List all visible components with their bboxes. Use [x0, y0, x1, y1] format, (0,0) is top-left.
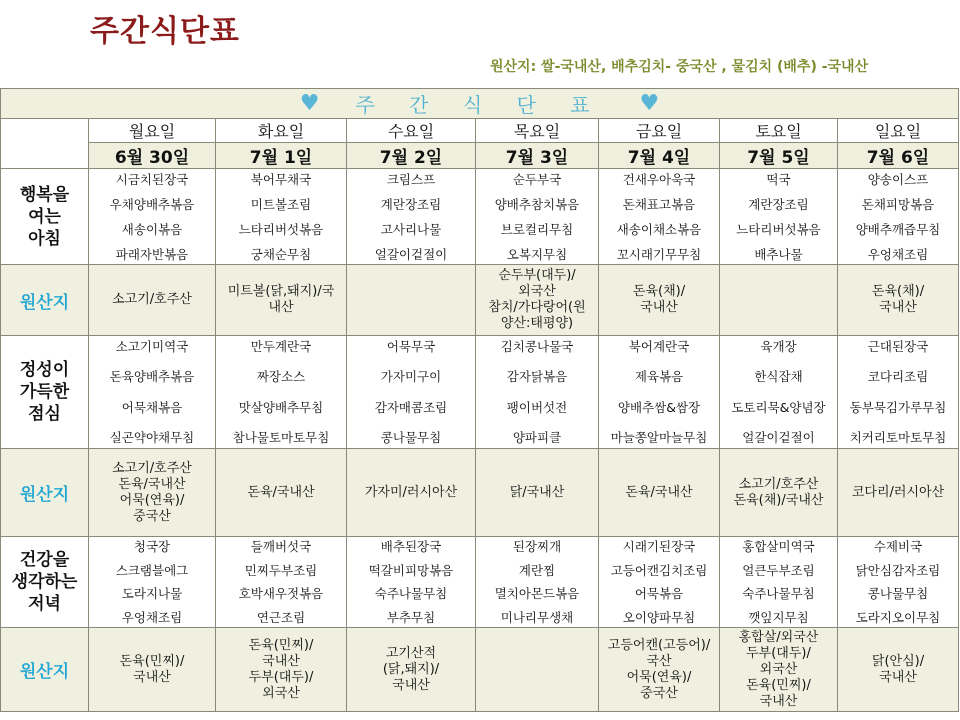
menu-item: 동부묵김가루무침	[849, 399, 947, 415]
menu-item: 우엉채조림	[121, 609, 183, 625]
menu-item: 연근조림	[256, 609, 306, 625]
origin-item: 어묵(연육)/	[626, 669, 692, 685]
origin-item: 돈육/국내산	[625, 484, 693, 500]
menu-list	[720, 539, 837, 625]
date-header: 6월 30일	[89, 143, 216, 169]
menu-cell	[216, 336, 347, 449]
origin-item: 돈육(민찌)/	[248, 637, 314, 653]
origin-item: 국내산	[879, 300, 917, 315]
menu-cell	[347, 336, 476, 449]
origin-note: 원산지: 쌀-국내산, 배추김치- 중국산 , 물김치 (배추) -국내산	[490, 59, 869, 75]
origin-cell	[476, 628, 599, 712]
lunch-label	[1, 336, 89, 449]
menu-item: 멸치아몬드볶음	[494, 586, 580, 602]
menu-list	[216, 339, 346, 445]
origin-list	[216, 284, 346, 316]
menu-cell	[476, 537, 599, 628]
menu-item: 새송이볶음	[121, 221, 183, 237]
menu-cell	[838, 169, 959, 265]
menu-item: 궁채순무침	[250, 246, 312, 262]
menu-cell	[720, 336, 838, 449]
origin-cell	[89, 265, 216, 336]
menu-item: 파래자반볶음	[115, 246, 189, 262]
origin-item: 홍합살/외국산	[738, 629, 819, 645]
dinner-label-line: 저녁	[28, 594, 61, 614]
menu-item: 꼬시래기무무침	[616, 246, 702, 262]
menu-item: 어묵볶음	[634, 586, 684, 602]
origin-item: 국산	[646, 653, 672, 669]
menu-item: 실곤약야채무침	[109, 429, 195, 445]
menu-item: 미나리무생채	[500, 609, 574, 625]
menu-item: 홍합살미역국	[742, 539, 815, 554]
menu-item: 콩나물무침	[380, 429, 442, 445]
dinner-label-line: 생각하는	[11, 572, 78, 592]
origin-item: 돈육(채)/	[632, 284, 686, 299]
menu-item: 호박새우젓볶음	[238, 586, 324, 602]
menu-cell	[720, 169, 838, 265]
day-header: 금요일	[599, 119, 720, 143]
menu-item: 양파피클	[512, 429, 562, 445]
menu-list	[89, 172, 215, 262]
menu-item: 근대된장국	[867, 339, 929, 354]
origin-item: 참치/가다랑어(원	[488, 300, 586, 315]
menu-item: 계란장조림	[748, 196, 809, 212]
menu-item: 부추무침	[386, 609, 436, 625]
origin-item: 돈육/국내산	[247, 484, 315, 500]
menu-item: 우엉채조림	[867, 246, 929, 262]
menu-item: 참나물토마토무침	[232, 429, 330, 445]
menu-item: 배추나물	[754, 246, 803, 262]
dinner-origin-row	[1, 628, 959, 712]
origin-list	[476, 268, 598, 332]
date-header: 7월 2일	[347, 143, 476, 169]
origin-cell	[720, 265, 838, 336]
menu-item: 민찌두부조림	[244, 562, 318, 578]
origin-item: 외국산	[518, 284, 556, 299]
origin-cell	[476, 449, 599, 537]
date-row	[1, 143, 959, 169]
origin-item: 국내산	[759, 693, 798, 709]
menu-list	[476, 539, 598, 625]
menu-item: 청국장	[133, 539, 171, 554]
origin-list	[720, 477, 837, 509]
date-header: 7월 5일	[720, 143, 838, 169]
origin-list	[89, 654, 215, 686]
breakfast-label	[1, 169, 89, 265]
dinner-label	[1, 537, 89, 628]
origin-list	[216, 485, 346, 501]
menu-cell	[347, 169, 476, 265]
menu-item: 떡갈비피망볶음	[368, 562, 454, 578]
origin-cell	[89, 628, 216, 712]
origin-cell	[838, 265, 959, 336]
menu-item: 숙주나물무침	[374, 586, 448, 602]
menu-item: 도토리묵&양념장	[731, 399, 826, 415]
origin-cell	[347, 449, 476, 537]
menu-item: 숙주나물무침	[742, 586, 815, 602]
menu-item: 오복지무침	[506, 246, 568, 262]
origin-cell	[599, 265, 720, 336]
origin-cell	[216, 265, 347, 336]
menu-item: 감자매콤조림	[374, 399, 448, 415]
origin-item: 국내산	[133, 669, 171, 685]
day-header: 수요일	[347, 119, 476, 143]
lunch-origin-row	[1, 449, 959, 537]
menu-list	[216, 539, 346, 625]
menu-cell	[720, 537, 838, 628]
origin-item: 국내산	[392, 677, 430, 693]
menu-item: 느타리버섯볶음	[736, 221, 821, 237]
lunch-label-line: 정성이	[19, 360, 70, 380]
origin-cell	[838, 628, 959, 712]
menu-item: 얼큰두부조림	[742, 562, 815, 578]
menu-item: 얼갈이겉절이	[374, 246, 448, 262]
origin-list	[720, 630, 837, 710]
menu-list	[838, 172, 958, 262]
origin-cell	[216, 628, 347, 712]
menu-item: 들깨버섯국	[250, 539, 312, 554]
origin-cell	[89, 449, 216, 537]
day-header: 화요일	[216, 119, 347, 143]
menu-item: 양배추깨즙무침	[855, 221, 941, 237]
date-header: 7월 4일	[599, 143, 720, 169]
menu-item: 북어무채국	[250, 171, 312, 187]
menu-cell	[89, 336, 216, 449]
origin-item: 중국산	[133, 508, 171, 524]
menu-list	[476, 172, 598, 262]
origin-item: 양산:태평양)	[500, 316, 574, 331]
origin-list	[838, 284, 958, 316]
day-header: 일요일	[838, 119, 959, 143]
origin-item: 어묵(연육)/	[119, 492, 185, 508]
origin-item: 가자미/러시아산	[364, 484, 458, 500]
menu-item: 돈채표고볶음	[622, 196, 696, 212]
breakfast-label-line: 아침	[28, 228, 61, 249]
menu-item: 시금치된장국	[115, 171, 189, 187]
origin-label: 원산지	[1, 265, 89, 336]
origin-item: (닭,돼지)/	[382, 661, 440, 677]
breakfast-row	[1, 169, 959, 265]
menu-item: 고사리나물	[380, 221, 442, 237]
menu-item: 짜장소스	[256, 369, 306, 385]
menu-cell	[599, 336, 720, 449]
menu-item: 제육볶음	[634, 369, 684, 385]
origin-cell	[720, 449, 838, 537]
origin-item: 국내산	[262, 653, 300, 669]
menu-list	[347, 539, 475, 625]
menu-cell	[838, 336, 959, 449]
origin-list	[89, 292, 215, 308]
lunch-label-line: 가득한	[19, 382, 70, 402]
origin-list	[216, 638, 346, 702]
menu-item: 오이양파무침	[622, 609, 696, 625]
origin-list	[347, 485, 475, 501]
origin-item: 고등어캔(고등어)/	[607, 637, 711, 653]
menu-item: 돈채피망볶음	[861, 196, 935, 212]
menu-list	[347, 172, 475, 262]
day-header: 토요일	[720, 119, 838, 143]
origin-item: 국내산	[640, 300, 678, 315]
origin-list	[838, 654, 958, 686]
menu-item: 크림스프	[386, 171, 436, 187]
banner-title: 주 간 식 단 표	[355, 93, 604, 117]
menu-item: 코다리조림	[867, 369, 929, 385]
menu-item: 어묵채볶음	[121, 399, 183, 415]
breakfast-label-line: 행복을	[19, 184, 70, 205]
menu-item: 돈육양배추볶음	[109, 369, 195, 385]
menu-cell	[476, 336, 599, 449]
origin-list	[476, 485, 598, 501]
menu-cell	[89, 537, 216, 628]
menu-list	[720, 339, 837, 445]
menu-item: 배추된장국	[380, 539, 442, 554]
origin-item: 두부(대두)/	[746, 645, 811, 661]
menu-item: 소고기미역국	[115, 339, 189, 354]
menu-list	[720, 172, 837, 262]
menu-cell	[476, 169, 599, 265]
date-header: 7월 3일	[476, 143, 599, 169]
menu-item: 스크램블에그	[115, 562, 189, 578]
menu-item: 얼갈이겉절이	[742, 429, 815, 445]
menu-item: 도라지오이무침	[855, 609, 941, 625]
origin-list	[347, 646, 475, 694]
origin-item: 순두부(대두)/	[498, 268, 576, 283]
menu-item: 수제비국	[873, 539, 923, 554]
menu-item: 가자미구이	[380, 369, 442, 385]
menu-cell	[599, 537, 720, 628]
menu-cell	[347, 537, 476, 628]
menu-list	[347, 339, 475, 445]
origin-cell	[347, 265, 476, 336]
menu-item: 양송이스프	[867, 171, 929, 187]
menu-item: 치커리토마토무침	[849, 429, 947, 445]
menu-cell	[599, 169, 720, 265]
banner-row	[1, 89, 959, 119]
menu-list	[89, 339, 215, 445]
breakfast-label-line: 여는	[28, 206, 61, 227]
day-row	[1, 119, 959, 143]
dinner-row	[1, 537, 959, 628]
menu-item: 어묵무국	[386, 339, 436, 354]
breakfast-origin-row	[1, 265, 959, 336]
origin-list	[599, 485, 719, 501]
origin-item: 돈육(채)/국내산	[733, 492, 824, 508]
origin-item: 국내산	[879, 669, 917, 685]
origin-item: 고기산적	[385, 645, 437, 661]
menu-cell	[838, 537, 959, 628]
origin-item: 코다리/러시아산	[851, 484, 945, 500]
page-title: 주간식단표	[90, 14, 240, 49]
origin-list	[599, 284, 719, 316]
menu-item: 미트볼조림	[250, 196, 312, 212]
menu-item: 도라지나물	[121, 586, 183, 602]
origin-label: 원산지	[1, 628, 89, 712]
menu-list	[599, 539, 719, 625]
menu-item: 김치콩나물국	[500, 339, 574, 354]
menu-item: 된장찌개	[512, 539, 562, 554]
day-header: 월요일	[89, 119, 216, 143]
menu-item: 느타리버섯볶음	[238, 221, 324, 237]
corner-cell	[1, 119, 89, 169]
menu-list	[599, 339, 719, 445]
menu-item: 깻잎지무침	[748, 609, 809, 625]
menu-item: 닭안심감자조림	[855, 562, 941, 578]
menu-item: 팽이버섯전	[506, 399, 568, 415]
menu-list	[599, 172, 719, 262]
menu-item: 만두계란국	[250, 339, 312, 354]
origin-item: 외국산	[759, 661, 798, 677]
menu-list	[476, 339, 598, 445]
menu-item: 마늘쫑알마늘무침	[610, 429, 708, 445]
menu-item: 콩나물무침	[867, 586, 929, 602]
menu-item: 양배추참치볶음	[494, 196, 580, 212]
origin-cell	[599, 449, 720, 537]
lunch-row	[1, 336, 959, 449]
origin-item: 중국산	[640, 685, 678, 701]
origin-item: 돈육(민찌)/	[119, 653, 185, 669]
origin-cell	[347, 628, 476, 712]
origin-cell	[720, 628, 838, 712]
origin-item: 닭/국내산	[509, 484, 565, 500]
origin-list	[838, 485, 958, 501]
menu-item: 계란찜	[518, 562, 556, 578]
menu-item: 육개장	[760, 339, 797, 354]
menu-item: 양배추쌈&쌈장	[617, 399, 701, 415]
menu-item: 고등어캔김치조림	[610, 562, 708, 578]
day-header: 목요일	[476, 119, 599, 143]
dinner-label-line: 건강을	[19, 550, 70, 570]
menu-item: 건새우아욱국	[622, 171, 696, 187]
menu-list	[838, 539, 958, 625]
menu-list	[838, 339, 958, 445]
menu-cell	[89, 169, 216, 265]
menu-item: 순두부국	[512, 171, 562, 187]
origin-item: 내산	[268, 300, 294, 315]
menu-item: 한식잡채	[754, 369, 803, 385]
origin-item: 돈육(채)/	[871, 284, 925, 299]
origin-item: 소고기/호주산	[112, 292, 192, 307]
menu-item: 계란장조림	[380, 196, 442, 212]
menu-item: 우채양배추볶음	[109, 196, 195, 212]
weekly-menu-table	[0, 88, 959, 712]
origin-label: 원산지	[1, 449, 89, 537]
origin-item: 돈육(민찌)/	[746, 677, 811, 693]
date-header: 7월 6일	[838, 143, 959, 169]
origin-cell	[476, 265, 599, 336]
menu-cell	[216, 169, 347, 265]
origin-item: 돈육/국내산	[118, 476, 186, 492]
menu-list	[216, 172, 346, 262]
date-header: 7월 1일	[216, 143, 347, 169]
origin-item: 소고기/호주산	[112, 460, 192, 476]
menu-item: 맛살양배추무침	[238, 399, 324, 415]
heart-icon: ♥	[299, 91, 320, 116]
menu-item: 브로컬리무침	[500, 221, 574, 237]
origin-item: 닭(안심)/	[871, 653, 925, 669]
lunch-label-line: 점심	[28, 404, 61, 424]
menu-item: 떡국	[766, 171, 791, 187]
origin-item: 외국산	[262, 685, 300, 701]
heart-icon: ♥	[639, 91, 660, 116]
menu-item: 북어계란국	[628, 339, 690, 354]
origin-item: 소고기/호주산	[738, 476, 819, 492]
menu-item: 시래기된장국	[622, 539, 696, 554]
origin-cell	[838, 449, 959, 537]
menu-cell	[216, 537, 347, 628]
origin-cell	[216, 449, 347, 537]
menu-item: 새송이채소볶음	[616, 221, 702, 237]
menu-item: 감자닭볶음	[506, 369, 568, 385]
origin-item: 미트볼(닭,돼지)/국	[227, 284, 335, 299]
origin-list	[599, 638, 719, 702]
origin-list	[89, 461, 215, 525]
origin-item: 두부(대두)/	[248, 669, 314, 685]
menu-list	[89, 539, 215, 625]
origin-cell	[599, 628, 720, 712]
